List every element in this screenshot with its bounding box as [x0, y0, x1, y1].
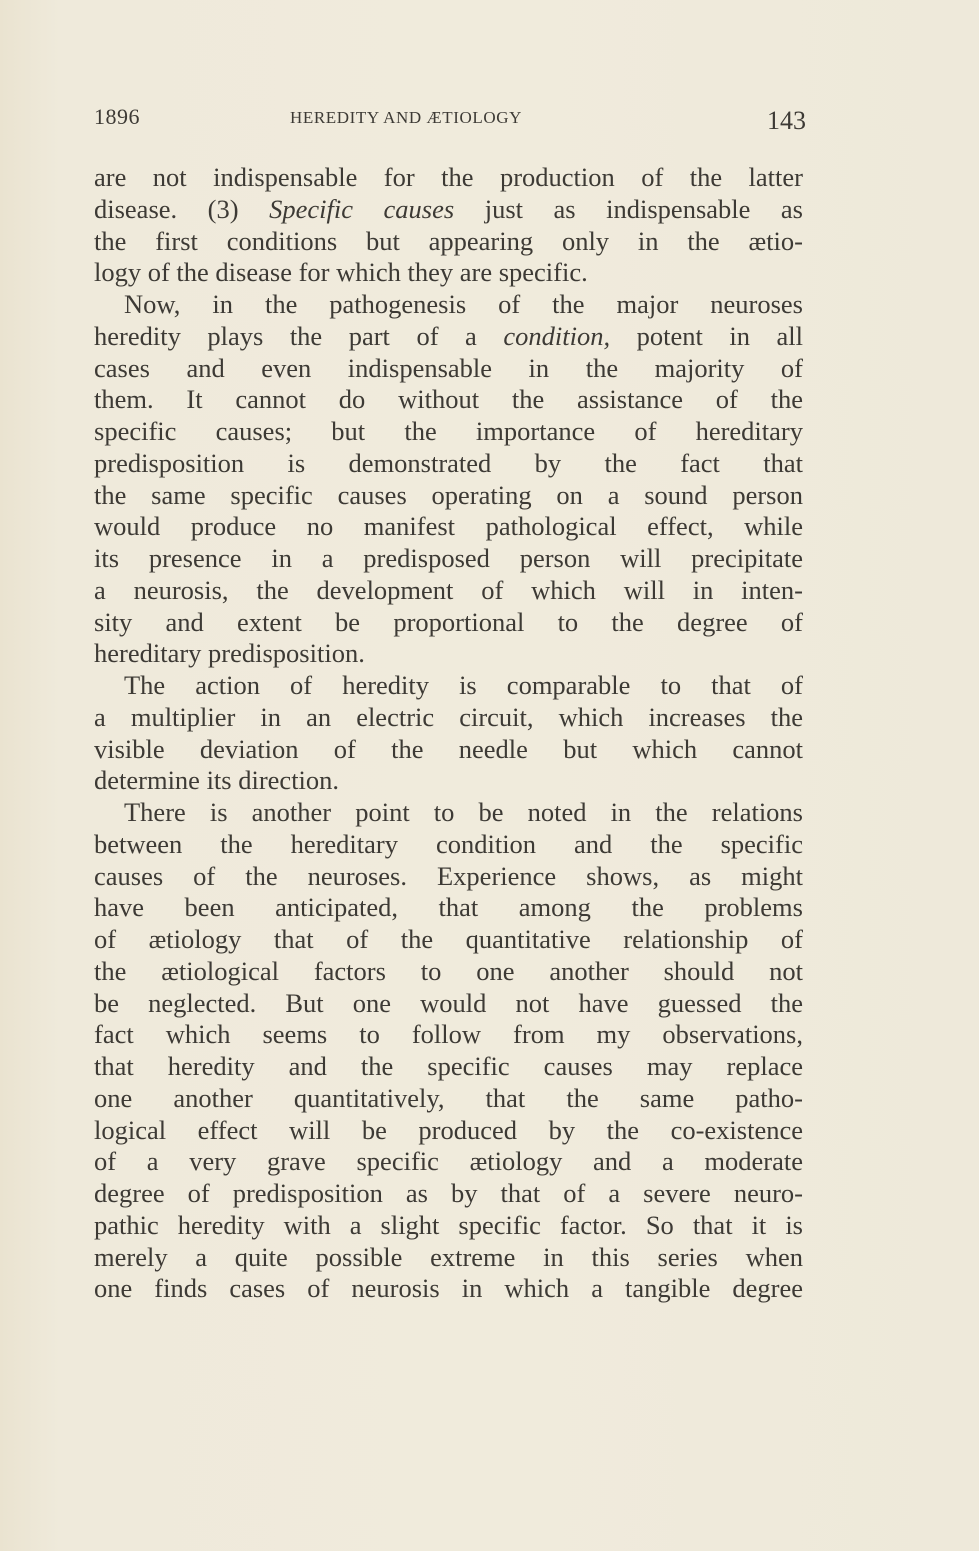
text-line: causes of the neuroses. Experience shows, as might [94, 860, 803, 891]
running-head [94, 104, 806, 138]
text-line: Now, in the pathogenesis of the major neuroses [124, 289, 803, 319]
running-head-year: 1896 [94, 104, 140, 129]
text-line: determine its direction. [94, 765, 340, 796]
text-run: heredity plays the part of a [94, 320, 504, 351]
text-line: a neurosis, the development of which will in inten- [94, 574, 803, 605]
text-line: of a very grave specific ætiology and a moderate [94, 1146, 803, 1177]
text-line: one another quantitatively, that the same patho- [94, 1082, 803, 1113]
text-line [94, 194, 803, 226]
text-run: potent in all [610, 320, 803, 351]
text-line: pathic heredity with a slight specific factor. So that it is [94, 1209, 803, 1240]
text-line: merely a quite possible extreme in this series when [94, 1241, 803, 1272]
text-line: its presence in a predisposed person will precipitate [94, 543, 803, 573]
text-line: would produce no manifest pathological effect, while [94, 511, 803, 542]
text-line: logy of the disease for which they are specific. [94, 257, 588, 288]
text-line: are not indispensable for the production of the latter [94, 162, 803, 192]
text-line: one finds cases of neurosis in which a tangible degree [94, 1273, 803, 1304]
text-line: have been anticipated, that among the problems [94, 892, 803, 923]
text-line: the ætiological factors to one another should not [94, 955, 803, 986]
text-line: visible deviation of the needle but which cannot [94, 733, 803, 764]
text-line: that heredity and the specific causes may replace [94, 1051, 803, 1081]
paragraph [94, 670, 803, 797]
text-line: predisposition is demonstrated by the fact that [94, 447, 803, 478]
text-line: be neglected. But one would not have guessed the [94, 987, 803, 1018]
running-head-title: HEREDITY AND ÆTIOLOGY [290, 108, 522, 127]
text-line: cases and even indispensable in the majority of [94, 352, 803, 383]
text-line: logical effect will be produced by the co-existence [94, 1114, 803, 1145]
text-line: The action of heredity is comparable to that of [124, 670, 803, 700]
text-line: There is another point to be noted in the relations [124, 797, 803, 827]
text-line: hereditary predisposition. [94, 638, 365, 669]
text-line [94, 321, 803, 353]
paragraph [94, 162, 803, 289]
text-line: specific causes; but the importance of hereditary [94, 416, 803, 446]
paragraph [94, 289, 803, 670]
emphasis-run: condition, [503, 320, 611, 351]
text-line: them. It cannot do without the assistance of the [94, 384, 803, 415]
emphasis-run: Specific causes [269, 193, 455, 224]
text-line: the same specific causes operating on a sound person [94, 479, 803, 510]
body-text [94, 162, 803, 1305]
text-line: the first conditions but appearing only in the ætio- [94, 225, 803, 256]
text-line: degree of predisposition as by that of a severe neuro- [94, 1178, 803, 1208]
page-number: 143 [767, 106, 806, 135]
text-line: of ætiology that of the quantitative relationship of [94, 924, 803, 954]
text-line: sity and extent be proportional to the degree of [94, 606, 803, 637]
text-run: disease. (3) [94, 193, 270, 224]
text-line: between the hereditary condition and the specific [94, 828, 803, 859]
text-line: a multiplier in an electric circuit, which increases the [94, 701, 803, 732]
paragraph [94, 797, 803, 1305]
text-line: fact which seems to follow from my observations, [94, 1019, 803, 1050]
text-run: just as indispensable as [454, 193, 803, 224]
